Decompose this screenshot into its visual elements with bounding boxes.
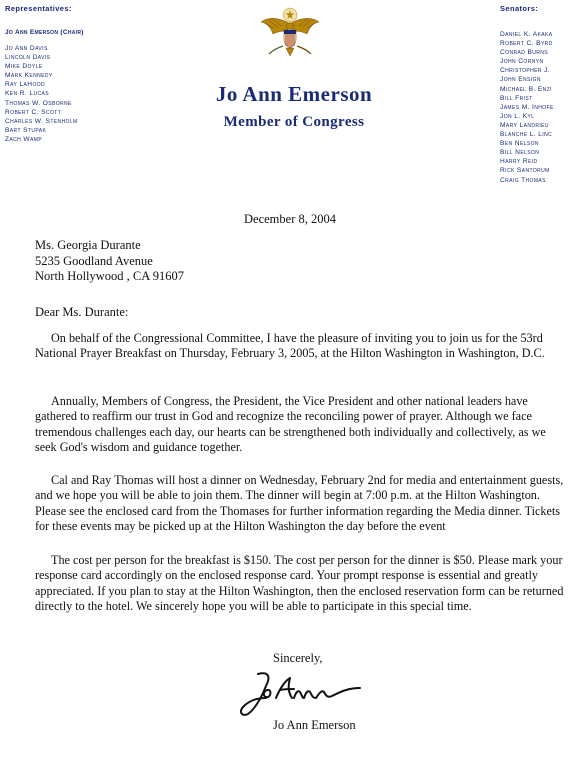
representative-name: Thomas W. Osborne [5,99,72,107]
senator-name: Christopher J. [500,67,551,75]
salutation: Dear Ms. Durante: [35,305,129,319]
signer-name: Jo Ann Emerson [273,718,356,732]
senator-name: Daniel K. Akaka [500,31,553,38]
senators-list [500,30,576,185]
representative-name: Mike Doyle [5,63,43,71]
representative-name: Ken R. Lucas [5,90,49,98]
paragraph-prayer [35,394,565,456]
senators-column [500,4,576,185]
paragraph-dinner [35,473,565,535]
senator-name: Harry Reid [500,158,538,166]
senator-name: John Cornyn [500,58,544,66]
senator-name: Bill Nelson [500,149,540,157]
senator-name: John Ensign [500,76,541,84]
closing: Sincerely, [273,651,323,665]
senator-name: Michael B. Enzi [500,85,552,93]
member-name: Jo Ann Emerson [215,82,373,106]
representative-name: Jo Ann Davis [5,45,48,52]
representative-name: Lincoln Davis [5,54,51,62]
representative-name: Charles W. Stenholm [5,117,78,125]
paragraph-text: Annually, Members of Congress, the President, the Vice President and other national leaders have gathered to reaffirm our trust in God and recognize the reconciling power of prayer. Although we face tremendous challenges each day, our hearts can be strengthened both individually and collectively, as we seek God's wisdom and guidance together. [35,394,546,455]
representative-name: Robert C. Scott [5,108,62,116]
representatives-list [5,44,135,144]
senator-name: Blanche L. Linc [500,131,553,139]
recipient-city: North Hollywood , CA 91607 [35,269,184,283]
representatives-column [5,4,135,144]
senator-name: Craig Thomas [500,176,546,184]
member-title: Member of Congress [223,114,365,130]
senators-heading: Senators: [500,4,539,13]
recipient-address [35,238,184,285]
paragraph-invitation [35,331,565,362]
paragraph-text: Cal and Ray Thomas will host a dinner on Wednesday, February 2nd for media and entertainment guests, and we hope you will be able to join them. The dinner will begin at 7:00 p.m. at the Hilton Washington. Please see the enclosed card from the Thomases for further information regarding the Media dinner. Tickets for these events may be picked up at the Hilton Washington the day before the event [35,473,564,534]
representative-name: Bart Stupak [5,126,47,134]
senator-name: Ben Nelson [500,140,539,148]
representatives-heading: Representatives: [5,4,72,13]
recipient-street: 5235 Goodland Avenue [35,253,153,268]
handwritten-signature [236,668,368,718]
representative-name: Zach Wamp [5,135,43,143]
representative-name: Mark Kennedy [5,72,53,80]
recipient-name: Ms. Georgia Durante [35,238,141,252]
senator-name: Bill Frist [500,94,533,102]
paragraph-text: The cost per person for the breakfast is $150. The cost per person for the dinner is $50. Please mark your response card accordingly on the enclosed response card. Your prompt response is essential and greatly appreciated. If you plan to stay at the Hilton Washington, then the enclosed reservation form can be returned directly to the hotel. We sincerely hope you will be able to participate in this special time. [35,553,564,614]
senator-name: Rick Santorum [500,167,550,175]
senator-name: Robert C. Byrd [500,40,553,48]
chair-name: Jo Ann Emerson (Chair) [5,29,84,36]
senator-name: Jon L. Kyl [500,112,535,120]
paragraph-cost [35,553,565,615]
eagle-seal-icon [259,6,321,62]
letter-date: December 8, 2004 [244,212,336,226]
senator-name: James M. Inhofe [500,103,554,111]
senator-name: Mary Landrieu [500,121,549,129]
representative-name: Ray LaHood [5,81,46,89]
paragraph-text: On behalf of the Congressional Committee, I have the pleasure of inviting you to join us for the 53rd National Prayer Breakfast on Thursday, February 3, 2005, at the Hilton Washington in Washington, D.C. [35,331,545,361]
senator-name: Conrad Burns [500,49,549,57]
